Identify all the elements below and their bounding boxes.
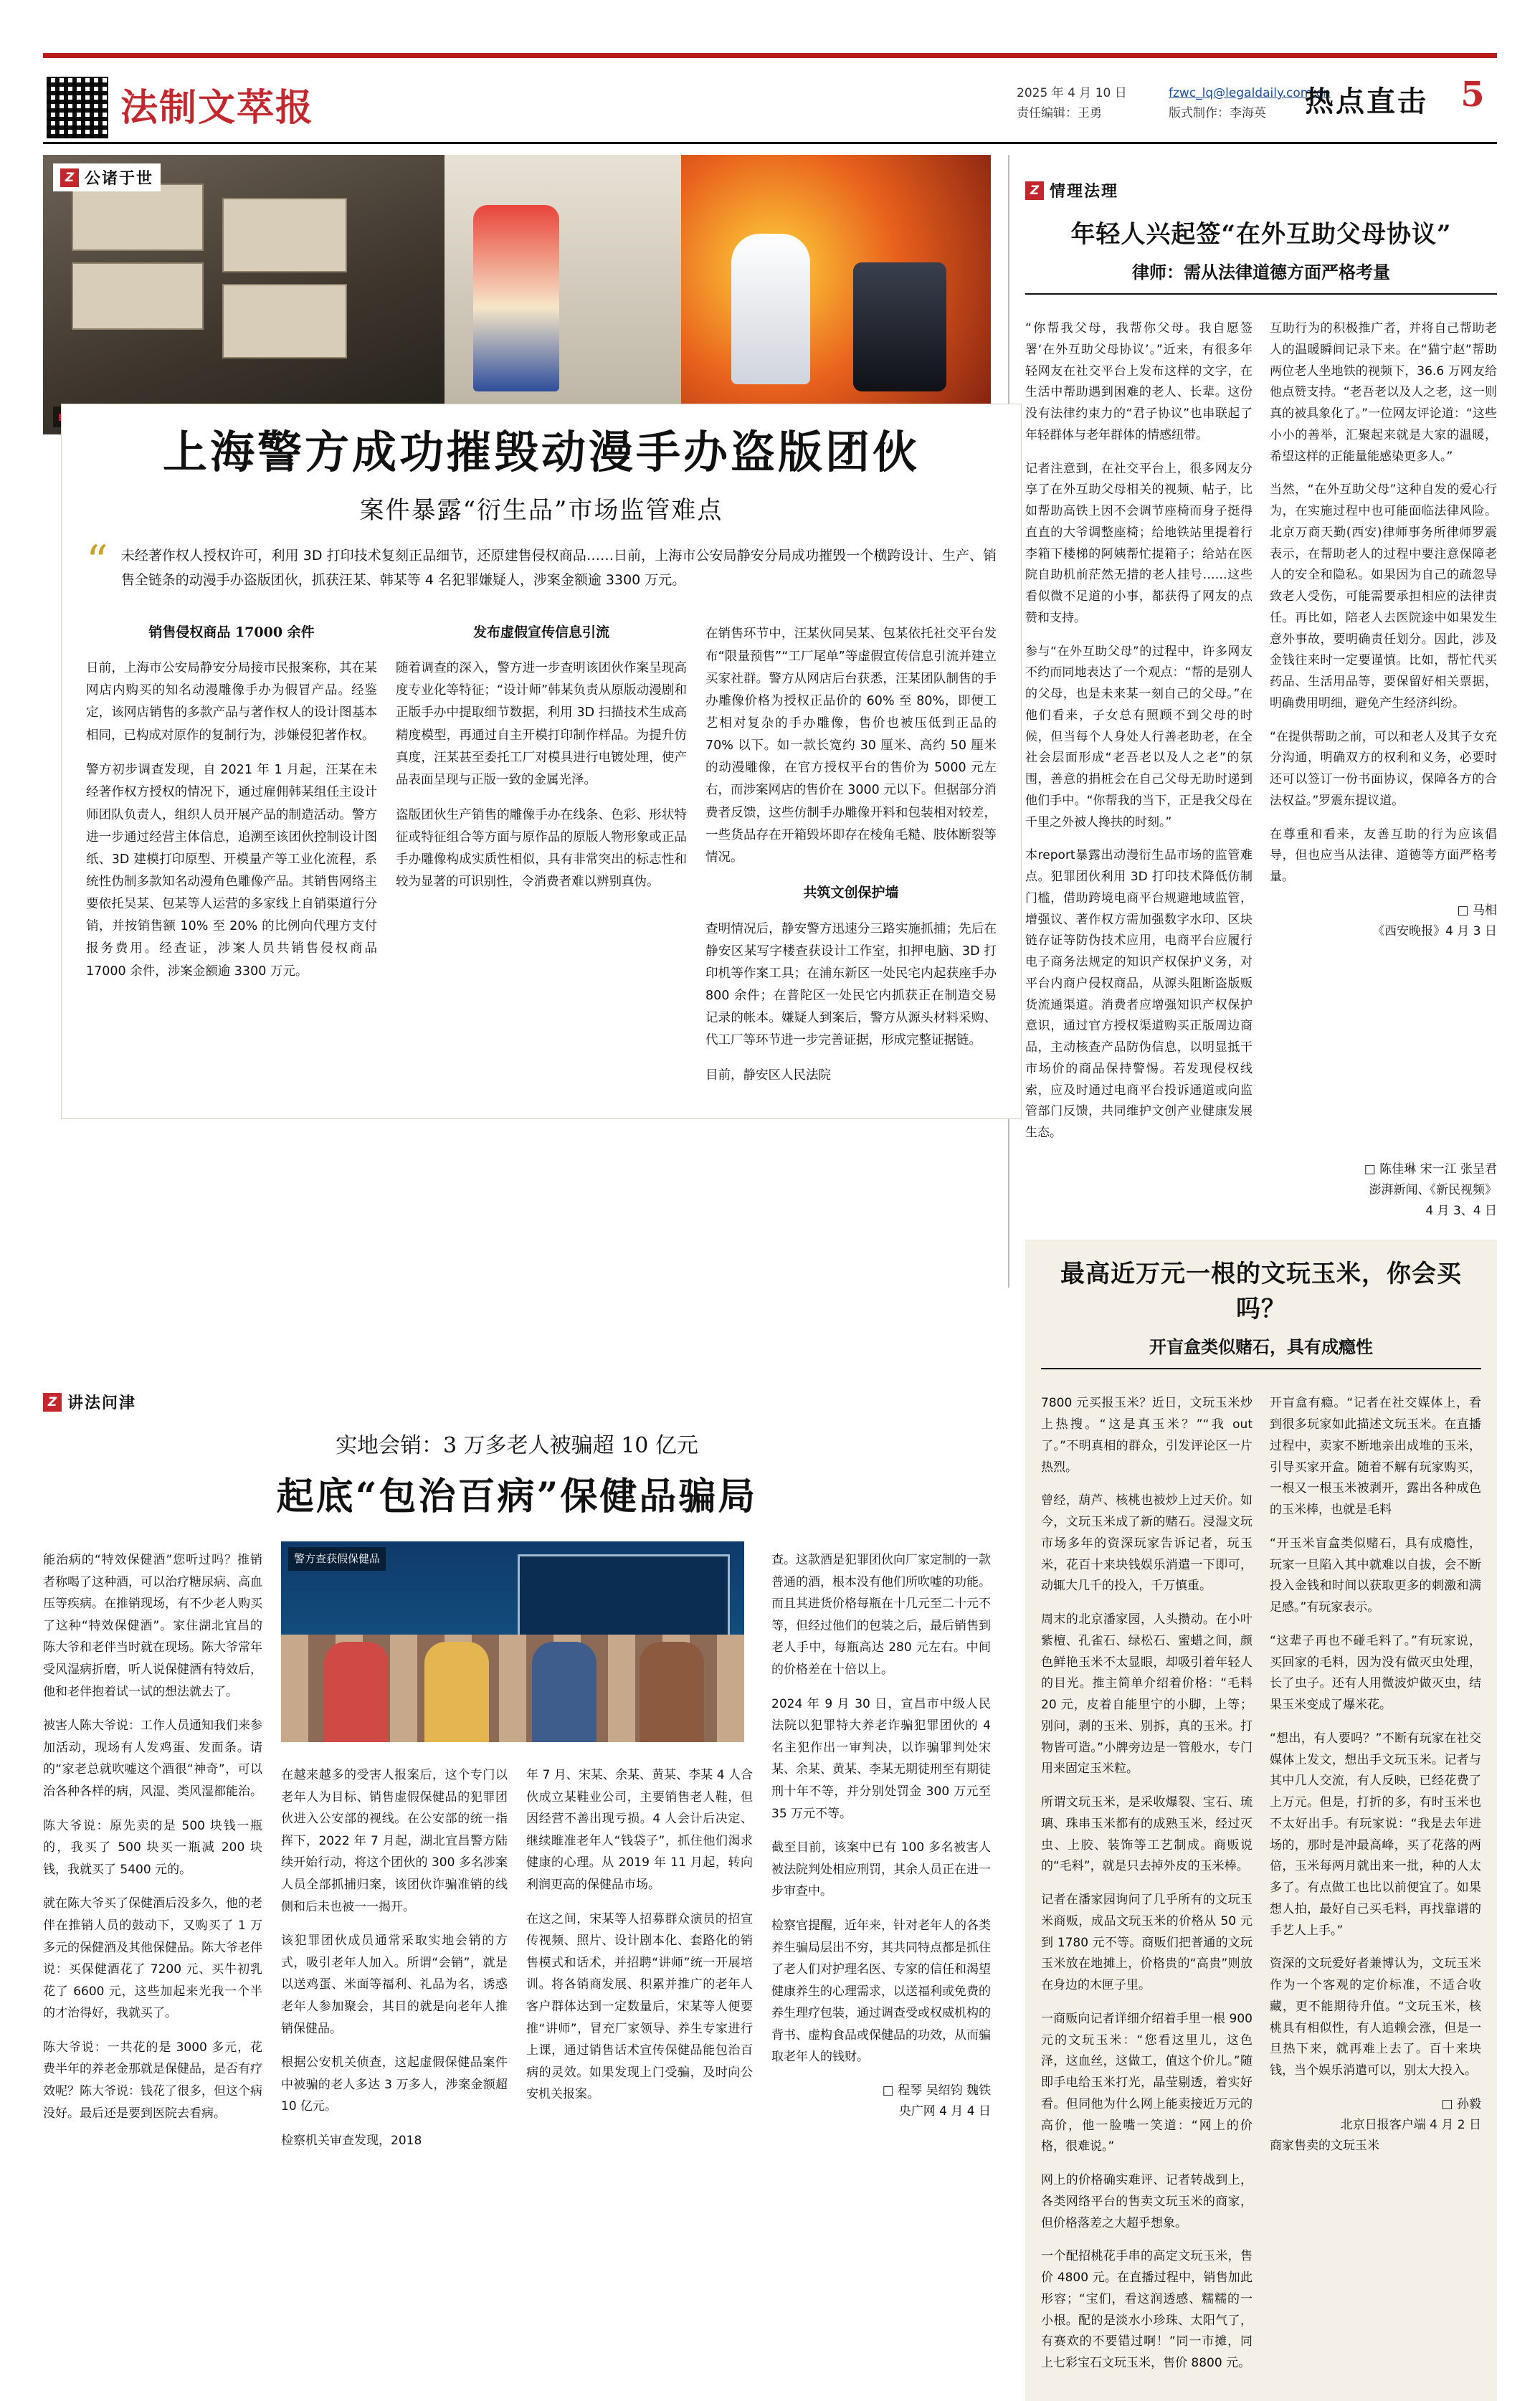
bottom-column-2 [281, 1537, 753, 2164]
qr-code-icon[interactable] [44, 75, 110, 141]
lead-photo [43, 155, 991, 434]
paragraph: “想出，有人要吗？”不断有玩家在社交媒体上发文，想出手文玩玉米。记者与其中几人交流，有人反映，已经花费了上万元。但是，打折的多，有时玉米也不太好出手。有玩家说：“我是去年进场的，那时是冲最高峰，买了花落的两倍，玉米每两月就出来一批，种的人太多了。有点做工也比以前便宜了。如果想人拍，最好自己买毛料，再找靠谱的手艺人上手。” [1270, 1731, 1481, 1938]
rule [1041, 1368, 1481, 1369]
paragraph: 一商贩向记者详细介绍着手里一根 900 元的文玩玉米：“您看这里儿，这色泽，这血丝，这做工，值这个价儿。”随即手电给玉米打光，晶莹剔透，着实好看。但同他为什么网上能卖接近万元的高价，他一脸嘴一笑道：“网上的价格，很难说。” [1041, 2011, 1253, 2154]
paragraph: 2024 年 9 月 30 日，宣昌市中级人民法院以犯罪特大养老诈骗犯罪团伙的 4 名主犯作出一审判决，以诈骗罪判处宋某、余某、黄某、李某无期徒刑至有期徒刑十年不等，并分别处罚金 300 万元至 35 万元不等。 [771, 1696, 991, 1821]
paragraph: 资深的文玩爱好者兼博认为，文玩玉米作为一个客观的定价标准，不适合收藏，更不能期待升值。“文玩玉米，核桃具有相似性，有人追赖会涨，但是一旦热下来，就再难上去了。百十来块钱，当个娱乐消遣可以，别太大投入。 [1270, 1957, 1481, 2078]
byline: □ 孙毅 北京日报客户端 4 月 2 日 [1340, 2096, 1481, 2132]
section-flag-left [53, 163, 161, 191]
paragraph: 截至目前，该案中已有 100 多名被害人被法院判处相应刑罚，其余人员正在进一步审查中。 [771, 1840, 991, 1899]
paragraph: “这辈子再也不碰毛料了。”有玩家说，买回家的毛料，因为没有做灭虫处理，长了虫子。还有人用微波炉做灭虫，结果玉米变成了爆米花。 [1270, 1633, 1481, 1713]
right2-body-columns [1041, 1381, 1481, 2387]
quote-mark-icon: “ [86, 536, 108, 587]
right-article-bottom [1025, 1240, 1497, 2401]
paragraph: “开玉米盲盒类似赌石，具有成瘾性，玩家一旦陷入其中就难以自拔，会不断投入金钱和时间以获取更多的刺激和满足感。”有玩家表示。 [1270, 1536, 1481, 1615]
lead-paragraph: 未经著作权人授权许可，利用 3D 打印技术复刻正品细节，还原建售侵权商品……日前，上海市公安局静安分局成功摧毁一个横跨设计、生产、销售全链条的动漫手办盗版团伙，抓获汪某、韩某等 4 名犯罪嫌疑人，涉案金额逾 3300 万元。 [120, 548, 997, 588]
paragraph: 根据公安机关侦查，这起虚假保健品案件中被骗的老人多达 3 万多人，涉案金额超 10 亿元。 [281, 2055, 508, 2114]
right-headline: 年轻人兴起签“在外互助父母协议” [1070, 220, 1452, 249]
publication-date: 2025 年 4 月 10 日 [1017, 86, 1127, 100]
main-headline: 上海警方成功摧毁动漫手办盗版团伙 [162, 426, 920, 478]
paragraph: “你帮我父母，我帮你父母。我自愿签署‘在外互助父母协议’。”近来，有很多年轻网友在社交平台上发布这样的文字，在生活中帮助遇到困难的老人、长辈。这份没有法律约束力的“君子协议”也串联起了年轻群体与老年群体的情感纽带。 [1025, 321, 1253, 442]
paragraph: 陈大爷说：一共花的是 3000 多元，花费半年的养老金那就是保健品，是否有疗效呢？陈大爷说：钱花了很多，但这个病没好。最后还是要到医院去看病。 [43, 2040, 262, 2121]
body-column-2 [396, 611, 687, 1100]
bottom-kicker: 实地会销：3 万多老人被骗超 10 亿元 [336, 1433, 698, 1458]
paragraph: 警方初步调查发现，自 2021 年 1 月起，汪某在未经著作权方授权的情况下，通过雇佣韩某组任主设计师团队负责人，组织人员开展产品的制造活动。警方进一步通过经营主体信息，追溯至该团伙控制设计图纸、3D 建模打印原型、开模量产等工业化流程，系统性伪制多款知名动漫角色雕像产品。其销售网络主要依托吴某、包某等人运营的多家线上自销渠道行分销，并按销售额 10% 至 20% 的比例向代理方支付报务费用。经查证，涉案人员共销售侵权商品 17000 余件，涉案金额逾 3300 万元。 [86, 763, 377, 979]
contact-email[interactable]: fzwc_lq@legaldaily.com.cn [1169, 86, 1331, 100]
flag-label: 讲法问津 [67, 1394, 137, 1412]
flag-label: 情理法理 [1050, 182, 1119, 201]
paragraph: 目前，静安区人民法院 [705, 1068, 831, 1083]
paragraph: 年 7 月、宋某、余某、黄某、李某 4 人合伙成立某鞋业公司，主要销售老人鞋，但因经营不善出现亏损。4 人会计后决定、继续睢准老年人“钱袋子”，抓住他们渴求健康的心理。从 2019 年 11 月起，转向利润更高的保健品市场。 [526, 1768, 753, 1892]
paragraph: 能治病的“特效保健酒”您听过吗？推销者称喝了这种酒，可以治疗糖尿病、高血压等疾病。在推销现场，有不少老人购买了这种“特效保健酒”。家住湖北宜昌的陈大爷和老伴当时就在现场。陈大爷常年受风湿病折磨，听人说保健酒有特效后，他和老伴抱着试一试的想法就去了。 [43, 1553, 262, 1699]
left-article [43, 155, 997, 1118]
paragraph: 当然，“在外互助父母”这种自发的爱心行为，在实施过程中也可能面临法律风险。北京万商天勤(西安)律师事务所律师罗震表示，在帮助老人的过程中要注意保障老人的安全和隐私。如果因为自己的疏忽导致老人受伤，可能需要承担相应的法律责任。再比如，陪老人去医院途中如果发生意外事故，要明确责任划分。因此，涉及金钱往来时一定要谨慎。比如，帮忙代买药品、生活用品等，要保留好相关票据，明确费用明细，避免产生经济纠纷。 [1270, 482, 1497, 710]
body-column-3 [705, 611, 997, 1100]
left-byline: □ 陈佳琳 宋一江 张呈君 澎湃新闻、《新民视频》 4 月 3、4 日 [1364, 1161, 1497, 1218]
page-number: 5 [1460, 75, 1485, 115]
paragraph: 在销售环节中，汪某伙同吴某、包某依托社交平台发布“限量预售”“工厂尾单”等虚假宣传信息引流并建立买家社群。警方从网店后台获悉，汪某团队制售的手办雕像价格为授权正品价的 60% 至 80%，即便工艺相对复杂的手办雕像，售价也被压低到正品的 70% 以下。如一款长宽约 30 厘米、高约 50 厘米的动漫雕像，在官方授权平台的售价为 5000 元左右，而涉案网店的售价在 3000 元以下。但据部分消费者反馈，这些仿制手办雕像开料和包装相对较差，一些货品存在开箱毁坏即存在棱角毛糙、肢体断裂等情况。 [705, 627, 997, 865]
paragraph: 周末的北京潘家园，人头攒动。在小叶紫檀、孔雀石、绿松石、蜜蜡之间，颜色鲜艳玉米不太显眼，却吸引着年轻人的目光。推主简单介绍着价格：“毛料 20 元，皮着自能里宁的小脚，上等；别问，剥的玉米、别拆，真的玉米。打物皆可造。”小牌旁边是一管般水，专门用来固定玉米粒。 [1041, 1612, 1253, 1777]
paragraph: 在尊重和看来，友善互助的行为应该倡导，但也应当从法律、道德等方面严格考量。 [1270, 827, 1497, 884]
paragraph: 开盲盒有瘾。“记者在社交媒体上，看到很多玩家如此描述文玩玉米。在直播过程中，卖家不断地亲出成堆的玉米，引导买家开盒。随着不解有玩家购买，一根又一根玉米被剥开，露出各种成色的玉米棒，也就是毛料 [1270, 1396, 1481, 1518]
lead-block [86, 536, 997, 592]
flag-label: 公诸于世 [85, 169, 154, 188]
byline: □ 程琴 吴绍钧 魏铁 央广网 4 月 4 日 [882, 2083, 991, 2119]
right-body-columns [1025, 306, 1497, 1156]
paragraph: “在提供帮助之前，可以和老人及其子女充分沟通，明确双方的权利和义务，必要时还可以签订一份书面协议，保障各方的合法权益。”罗震东提议道。 [1270, 729, 1497, 808]
body-column-1 [86, 611, 377, 1100]
right-column-1 [1025, 306, 1253, 1156]
column-subhead-2: 发布虚假宣传信息引流 [472, 624, 609, 640]
right2-column-1 [1041, 1381, 1253, 2387]
bottom-body-columns [43, 1537, 991, 2164]
paragraph: 一个配招桃花手串的高定文玩玉米，售价 4800 元。在直播过程中，销售加此形容；“宝们，看这润透感、糯糯的一小根。配的是淡水小珍珠、太阳气了，有赛欢的不要错过啊！”同一市摊，同上七彩宝石文玩玉米，售价 8800 元。 [1041, 2249, 1253, 2371]
masthead-divider [43, 142, 1497, 144]
bottom-headline: 起底“包治百病”保健品骗局 [276, 1475, 758, 1518]
section-flag-bottom [43, 1391, 136, 1413]
paragraph: 检察官提醒，近年来，针对老年人的各类养生骗局层出不穷，其共同特点都是抓住了老人们对护理名医、专家的信任和渴望健康养生的心理需求，以送福利或免费的养生理疗包装，通过调查受或权威机构的背书、虚构食品或保健品的功效，从而骗取老年人的钱财。 [771, 1918, 991, 2065]
paragraph: 7800 元买报玉米？近日，文玩玉米炒上热搜。“这是真玉米？”“我 out 了。”不明真相的群众，引发评论区一片热烈。 [1041, 1396, 1253, 1475]
bottom-column-4 [771, 1537, 991, 2164]
paragraph: 被害人陈大爷说：工作人员通知我们来参加活动，现场有人发鸡蛋、发面条。请的“家老总就吹嘘这个酒很“神奇”，可以治各种各样的病，风湿、类风湿都能治。 [43, 1718, 262, 1799]
editor-credit: 责任编辑：王勇 [1017, 106, 1102, 120]
headline-card [62, 404, 1021, 1118]
section-flag-right [1025, 179, 1118, 201]
paragraph: 记者注意到，在社交平台上，很多网友分享了在外互助父母相关的视频、帖子，比如帮助高铁上因不会调节座椅而身子挺得直直的大爷调整座椅；给地铁站里提着行李箱下楼梯的阿姨帮忙提箱子；给站在医院自助机前茫然无措的老人挂号……这些看似微不足道的小事，都获得了网友的点赞和支持。 [1025, 461, 1253, 625]
paragraph: 该犯罪团伙成员通常采取实地会销的方式，吸引老年人加入。所谓“会销”，就是以送鸡蛋、米面等福利、礼品为名，诱惑老年人参加聚会，其目的就是向老年人推销保健品。 [281, 1934, 508, 2036]
paragraph: 所谓文玩玉米，是采收爆裂、宝石、琉璃、珠串玉米都有的成熟玉米，经过灭虫、上胶、装饰等工艺制成。商贩说的“毛料”，就是只去掉外皮的玉米棒。 [1041, 1795, 1253, 1874]
rule [1025, 293, 1497, 295]
photo-caption: 商家售卖的文玩玉米 [1270, 2138, 1379, 2153]
paragraph: 网上的价格确实难评、记者转战到上，各类网络平台的售卖文玩玉米的商家，但价格落差之大超乎想象。 [1041, 2173, 1253, 2230]
paragraph: 盗版团伙生产销售的雕像手办在线条、色彩、形状特征或特征组合等方面与原作品的原版人物形象或正品手办雕像构成实质性相似，具有非常突出的标志性和较为显著的可识别性，令消费者难以辨别真伪。 [396, 807, 687, 889]
flag-mark-icon: Z [43, 1393, 62, 1412]
left-body-columns [86, 611, 997, 1100]
paragraph: 在这之间，宋某等人招募群众演员的招宣传视频、照片、设计剧本化、套路化的销售模式和话术，并招聘“讲师”统一开展培训。将各销商发展、积累并推广的老年人客户群体达到一定数量后，宋某等人便要推“讲师”，冒充厂家领导、养生专家进行上课，通过销售话术宣传保健品能包治百病的灵效。如果发现上门受骗，及时向公安机关报案。 [526, 1911, 753, 2102]
paragraph: 日前，上海市公安局静安分局接市民报案称，其在某网店内购买的知名动漫雕像手办为假冒产品。经鉴定，该网店销售的多款产品与著作权人的设计图基本相同，已构成对原作的复制行为，涉嫌侵犯著作权。 [86, 661, 377, 743]
photo-caption: 警方查获假保健品 [288, 1547, 386, 1571]
column-subhead-3: 共筑文创保护墙 [803, 885, 899, 901]
right2-headline: 最高近万元一根的文玩玉米，你会买吗？ [1060, 1260, 1462, 1324]
sting-operation-photo [281, 1541, 744, 1742]
section-title: 热点直击 [1305, 85, 1428, 118]
design-credit: 版式制作：李海英 [1169, 106, 1266, 120]
paragraph: 陈大爷说：原先卖的是 500 块钱一瓶的，我买了 500 块买一瓶减 200 块钱，我就买了 5400 元的。 [43, 1818, 262, 1877]
bottom-column-1 [43, 1537, 262, 2164]
paragraph: 曾经，葫芦、核桃也被炒上过天价。如今，文玩玉米成了新的赌石。浸湿文玩市场多年的资深玩家告诉记者，玩玉米，花百十来块钱娱乐消遣一下即可，动辄大几千的投入，千万慎重。 [1041, 1493, 1253, 1594]
paragraph: 记者在潘家园询问了几乎所有的文玩玉米商贩，成品文玩玉米的价格从 50 元到 1780 元不等。商贩们把普通的文玩玉米放在地摊上，价格贵的“高贵”则放在身边的木匣子里。 [1041, 1893, 1253, 1993]
paragraph: 检察机关审查发现，2018 [281, 2133, 422, 2148]
paragraph: 就在陈大爷买了保健酒后没多久，他的老伴在推销人员的鼓动下，又购买了 1 万多元的保健酒及其他保健品。陈大爷老伴说：买保健酒花了 7200 元、买牛初乳花了 6600 元，这些加起来光我一个半的才治得好，我就买了。 [43, 1896, 262, 2021]
right-article-top [1025, 179, 1497, 2401]
paragraph: 互助行为的积极推广者，并将自己帮助老人的温暖瞬间记录下来。在“猫宁赵”帮助两位老人坐地铁的视频下，36.6 万网友给他点赞支持。“老吾老以及人之老，这一则真的被具象化了。”一位网友评论道：“这些小小的善举，汇聚起来就是大家的温暖，希望这样的正能量能感染更多人。” [1270, 321, 1497, 464]
right2-column-2 [1270, 1381, 1481, 2387]
paragraph: 本report暴露出动漫衍生品市场的监管难点。犯罪团伙利用 3D 打印技术降低仿制门槛，借助跨境电商平台规避地域监管，增强议、著作权方需加强数字水印、区块链存证等防伪技术应用，电商平台应履行电子商务法规定的知识产权保护义务，对平台内商户侵权商品，从源头阻断盗版贩货流通渠道。消费者应增强知识产权保护意识，通过官方授权渠道购买正版周边商品，主动核查产品防伪信息，以明显抵干市场价的商品保持警惕。若发现侵权线索，应及时通过电商平台投诉通道或向监管部门反馈，共同维护文创产业健康发展生态。 [1025, 848, 1253, 1140]
main-subhead: 案件暴露“衍生品”市场监管难点 [359, 496, 723, 526]
right-subhead: 律师：需从法律道德方面严格考量 [1132, 262, 1390, 282]
right2-subhead: 开盲盒类似赌石，具有成瘾性 [1149, 1336, 1373, 1358]
paragraph: 参与“在外互助父母”的过程中，许多网友不约而同地表达了一个观点：“帮的是别人的父母，也是未来某一刻自己的父母。”在他们看来，子女总有照顾不到父母的时候，但当每个人身处人行善老助老，在全社会层面形成“老吾老以及人之老”的氛围，善意的捐桩会在自己父母无助时递到他们手中。“你帮我的当下，正是我父母在千里之外被人搀扶的时刻。” [1025, 644, 1253, 829]
flag-mark-icon: Z [60, 168, 79, 187]
paragraph: 随着调查的深入，警方进一步查明该团伙作案呈现高度专业化等特征；“设计师”韩某负责从原版动漫剧和正版手办中提取细节数据，利用 3D 扫描技术生成高精度模型，再通过自主开模打印制作样品。为提升仿真度，汪某甚至委托工厂对模具进行电镀处理，使产品表面呈现与正版一致的金属光泽。 [396, 661, 687, 787]
paragraph: 查。这款酒是犯罪团伙向厂家定制的一款普通的酒，根本没有他们所吹嘘的功能。而且其进货价格每瓶在十几元至二十元不等，但经过他们的包装之后，最后销售到老人手中，每瓶高达 280 元左右。中间的价格差在十倍以上。 [771, 1553, 991, 1677]
right-column-2 [1270, 306, 1497, 1156]
bottom-article [43, 1391, 991, 2164]
flag-mark-icon: Z [1025, 181, 1044, 200]
paper-name: 法制文萃报 [120, 86, 315, 130]
top-rule [43, 53, 1497, 58]
paragraph: 在越来越多的受害人报案后，这个专门以老年人为目标、销售虚假保健品的犯罪团伙进入公安部的视线。在公安部的统一指挥下，2022 年 7 月起，湖北宜昌警方陆续开始行动，将这个团伙的 300 多名涉案人员全部抓捕归案，该团伙诈骗准销的线侧和后未也被一一揭开。 [281, 1768, 508, 1914]
byline: □ 马相 《西安晚报》4 月 3 日 [1372, 903, 1497, 938]
column-subhead-1: 销售侵权商品 17000 余件 [148, 624, 315, 640]
paragraph: 查明情况后，静安警方迅速分三路实施抓捕；先后在静安区某写字楼查获设计工作室，扣押电脑、3D 打印机等作案工具；在浦东新区一处民宅内起获座手办 800 余件；在普陀区一处民它内抓获正在制造交易记录的帐本。嫌疑人到案后，警方从源头材料采购、代工厂等环节进一步完善证据，形成完整证据链。 [705, 921, 997, 1048]
